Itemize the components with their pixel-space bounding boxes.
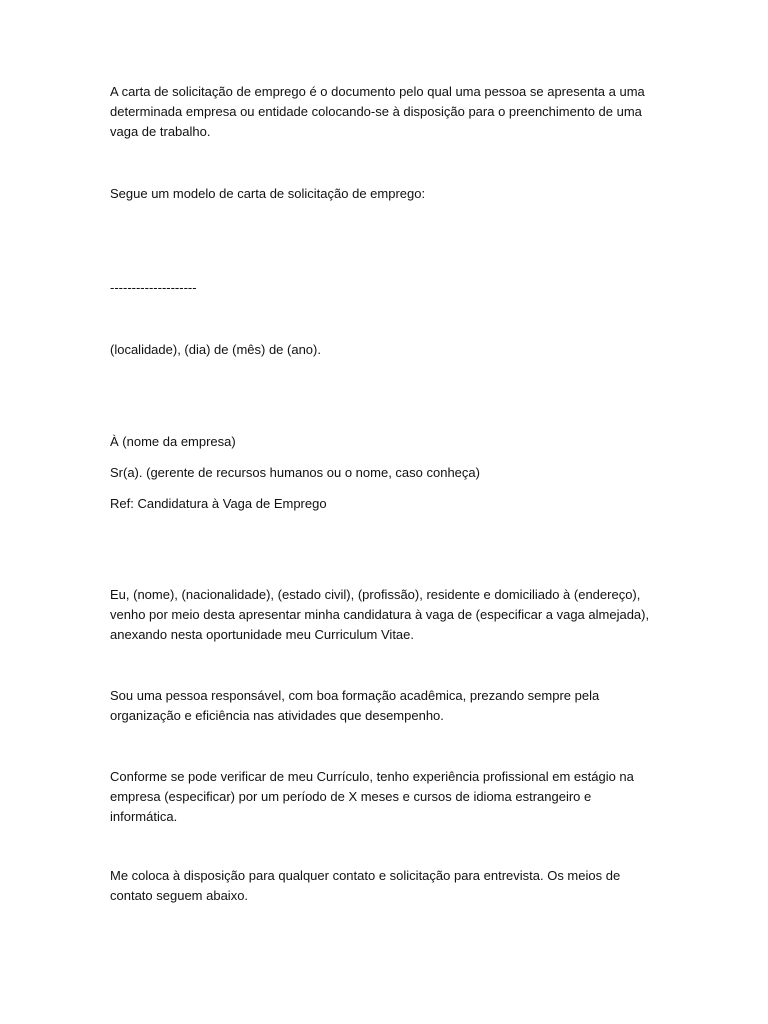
addressee: Sr(a). (gerente de recursos humanos ou o nome, caso conheça) <box>110 465 480 480</box>
intro-paragraph <box>110 82 658 142</box>
body-paragraph-1 <box>110 585 658 645</box>
reference-line: Ref: Candidatura à Vaga de Emprego <box>110 496 327 511</box>
body-line: Sou uma pessoa responsável, com boa formação acadêmica, prezando sempre pela <box>110 688 600 703</box>
separator-line: -------------------- <box>110 280 197 295</box>
body-line: venho por meio desta apresentar minha candidatura à vaga de (especificar a vaga almejada), <box>110 607 650 622</box>
body-line: Eu, (nome), (nacionalidade), (estado civil), (profissão), residente e domiciliado à (endereço), <box>110 587 641 602</box>
body-paragraph-2 <box>110 686 658 726</box>
intro-line: vaga de trabalho. <box>110 124 211 139</box>
body-paragraph-3 <box>110 767 658 827</box>
body-line: contato seguem abaixo. <box>110 888 249 903</box>
body-line: organização e eficiência nas atividades que desempenho. <box>110 708 444 723</box>
body-line: empresa (especificar) por um período de X meses e cursos de idioma estrangeiro e <box>110 789 592 804</box>
body-line: Conforme se pode verificar de meu Currículo, tenho experiência profissional em estágio na <box>110 769 634 784</box>
body-paragraph-4 <box>110 866 658 906</box>
model-intro: Segue um modelo de carta de solicitação de emprego: <box>110 186 426 201</box>
body-line: informática. <box>110 809 178 824</box>
place-date: (localidade), (dia) de (mês) de (ano). <box>110 342 321 357</box>
body-line: anexando nesta oportunidade meu Curriculum Vitae. <box>110 627 415 642</box>
intro-line: determinada empresa ou entidade colocando-se à disposição para o preenchimento de uma <box>110 104 642 119</box>
intro-line: A carta de solicitação de emprego é o documento pelo qual uma pessoa se apresenta a uma <box>110 84 645 99</box>
recipient: À (nome da empresa) <box>110 434 236 449</box>
body-line: Me coloca à disposição para qualquer contato e solicitação para entrevista. Os meios de <box>110 868 621 883</box>
